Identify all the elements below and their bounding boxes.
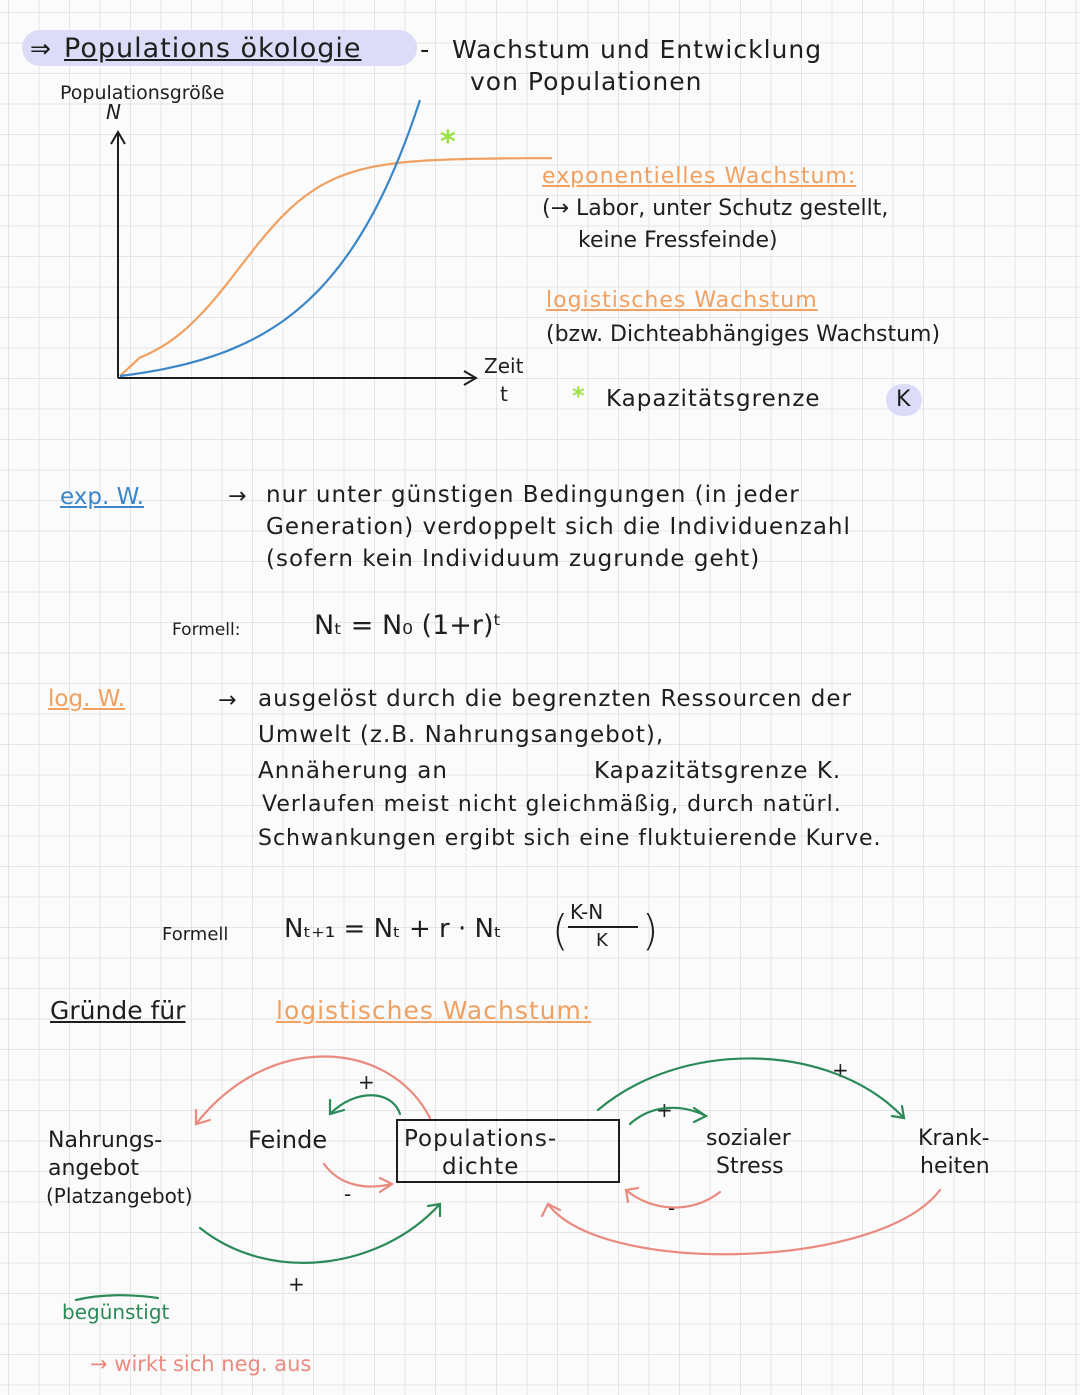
chart-x-symbol: t (500, 382, 508, 406)
exp-label: exp. W. (60, 484, 144, 510)
exp-arrow: → (228, 484, 247, 509)
arrow-density-to-stress-head (694, 1108, 706, 1122)
node-stress-line1: sozialer (706, 1126, 791, 1151)
sign-minus-enemies: - (344, 1182, 352, 1206)
log-text-line1: ausgelöst durch die begrenzten Ressourcen der (258, 686, 853, 712)
title-arrow: ⇒ (30, 34, 51, 63)
node-food-line2: angebot (48, 1156, 139, 1181)
log-formula-paren-open: ( (552, 906, 569, 955)
node-food-line3: (Platzangebot) (46, 1184, 193, 1208)
log-text-line3a: Annäherung an (258, 758, 448, 784)
exp-text-line1: nur unter günstigen Bedingungen (in jeder (266, 482, 800, 508)
sign-plus-disease: + (832, 1058, 849, 1082)
legend-k-label: Kapazitätsgrenze (606, 386, 821, 412)
arrow-stress-to-density (626, 1190, 720, 1208)
arrow-disease-to-density (548, 1190, 940, 1254)
node-density-line2: dichte (442, 1154, 520, 1180)
legend-exp-title: exponentielles Wachstum: (542, 164, 857, 189)
page-subtitle-line2: von Populationen (470, 67, 703, 96)
reasons-title-main: logistisches Wachstum: (276, 996, 592, 1025)
title-dash: - (420, 35, 430, 65)
node-density-line1: Populations- (404, 1126, 558, 1152)
node-stress-line2: Stress (716, 1154, 784, 1179)
chart-x-label: Zeit (484, 354, 524, 378)
node-disease-line1: Krank- (918, 1126, 990, 1151)
exp-text-line3: (sofern kein Individuum zugrunde geht) (266, 546, 761, 572)
exp-formula: Nₜ = N₀ (1+r)ᵗ (314, 610, 502, 641)
arrow-enemies-to-density (324, 1164, 392, 1187)
page-subtitle-line1: Wachstum und Entwicklung (452, 35, 823, 64)
exp-text-line2: Generation) verdoppelt sich die Individuenzahl (266, 514, 851, 540)
log-text-line2: Umwelt (z.B. Nahrungsangebot), (258, 722, 665, 748)
reasons-title-prefix: Gründe für (50, 996, 186, 1025)
sign-minus-stress: - (668, 1196, 676, 1220)
arrow-density-to-disease (598, 1058, 904, 1122)
log-formula-numerator: K-N (570, 900, 604, 924)
legend-log-title: logistisches Wachstum (546, 288, 818, 313)
node-disease-line2: heiten (920, 1154, 990, 1179)
page-title: Populations ökologie (64, 33, 362, 64)
log-formula-left: Nₜ₊₁ = Nₜ + r · Nₜ (284, 914, 502, 944)
key-promotes: begünstigt (62, 1300, 170, 1324)
sign-plus-enemies: + (358, 1070, 375, 1094)
exp-formula-label: Formell: (172, 620, 241, 640)
chart-y-label: Populationsgröße (60, 82, 225, 104)
node-enemies: Feinde (248, 1126, 328, 1154)
log-formula-label: Formell (162, 924, 229, 945)
log-text-line4: Verlaufen meist nicht gleichmäßig, durch natürl. (262, 792, 842, 817)
log-formula-denominator: K (596, 930, 608, 951)
arrow-food-to-density (200, 1204, 440, 1263)
log-text-line3b: Kapazitätsgrenze K. (594, 758, 842, 784)
log-formula-paren-close: ) (642, 906, 659, 955)
chart-capacity-asterisk: * (440, 125, 456, 160)
legend-exp-line2: keine Fressfeinde) (578, 228, 778, 253)
chart-y-symbol: N (106, 100, 121, 124)
arrow-density-to-food (196, 1056, 430, 1124)
sign-plus-food: + (288, 1272, 305, 1296)
log-arrow: → (218, 688, 237, 713)
log-label: log. W. (48, 686, 126, 712)
node-food-line1: Nahrungs- (48, 1128, 163, 1153)
legend-k-asterisk: * (572, 382, 585, 410)
legend-log-line1: (bzw. Dichteabhängiges Wachstum) (546, 322, 941, 347)
legend-exp-line1: (→ Labor, unter Schutz gestellt, (542, 196, 889, 221)
sign-plus-stress: + (656, 1098, 673, 1122)
legend-k-symbol: K (896, 387, 911, 412)
key-negative: → wirkt sich neg. aus (90, 1352, 312, 1376)
log-text-line5: Schwankungen ergibt sich eine fluktuierende Kurve. (258, 826, 882, 851)
